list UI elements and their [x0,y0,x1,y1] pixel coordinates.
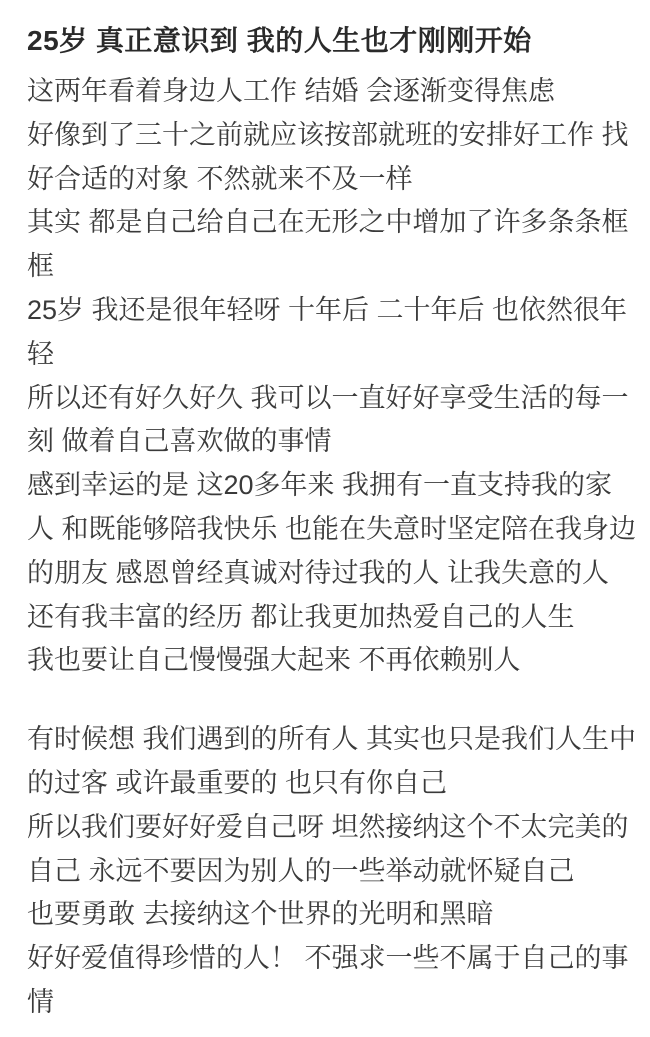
text-line: 也要勇敢 去接纳这个世界的光明和黑暗 [27,899,494,930]
text-line: 还有我丰富的经历 都让我更加热爱自己的人生 [27,601,575,632]
text-line: 的朋友 感恩曾经真诚对待过我的人 让我失意的人 [27,557,610,588]
text-line: 刻 做着自己喜欢做的事情 [27,426,332,457]
text-line: 所以还有好久好久 我可以一直好好享受生活的每一 [27,382,629,413]
text-line: 感到幸运的是 这20多年来 我拥有一直支持我的家 [27,470,613,501]
text-line: 情 [27,986,54,1017]
text-line: 框 [27,251,54,282]
text-line: 其实 都是自己给自己在无形之中增加了许多条条框 [27,207,629,238]
text-line: 人 和既能够陪我快乐 也能在失意时坚定陪在我身边 [27,513,637,544]
text-line: 所以我们要好好爱自己呀 坦然接纳这个不太完美的 [27,811,629,842]
text-line: 有时候想 我们遇到的所有人 其实也只是我们人生中 [27,724,637,755]
text-line: 25岁 我还是很年轻呀 十年后 二十年后 也依然很年 [27,294,628,325]
post-body [27,70,637,1025]
paragraph-1 [27,70,637,683]
text-line: 自己 永远不要因为别人的一些举动就怀疑自己 [27,855,575,886]
text-line: 好好爱值得珍惜的人！ 不强求一些不属于自己的事 [27,943,629,974]
text-line: 的过客 或许最重要的 也只有你自己 [27,767,448,798]
text-line: 轻 [27,338,54,369]
text-line: 我也要让自己慢慢强大起来 不再依赖别人 [27,645,521,676]
post-title: 25岁 真正意识到 我的人生也才刚刚开始 [27,25,532,56]
text-line: 好合适的对象 不然就来不及一样 [27,163,413,194]
paragraph-2 [27,718,637,1025]
text-line: 好像到了三十之前就应该按部就班的安排好工作 找 [27,119,629,150]
text-line: 这两年看着身边人工作 结婚 会逐渐变得焦虑 [27,76,556,106]
